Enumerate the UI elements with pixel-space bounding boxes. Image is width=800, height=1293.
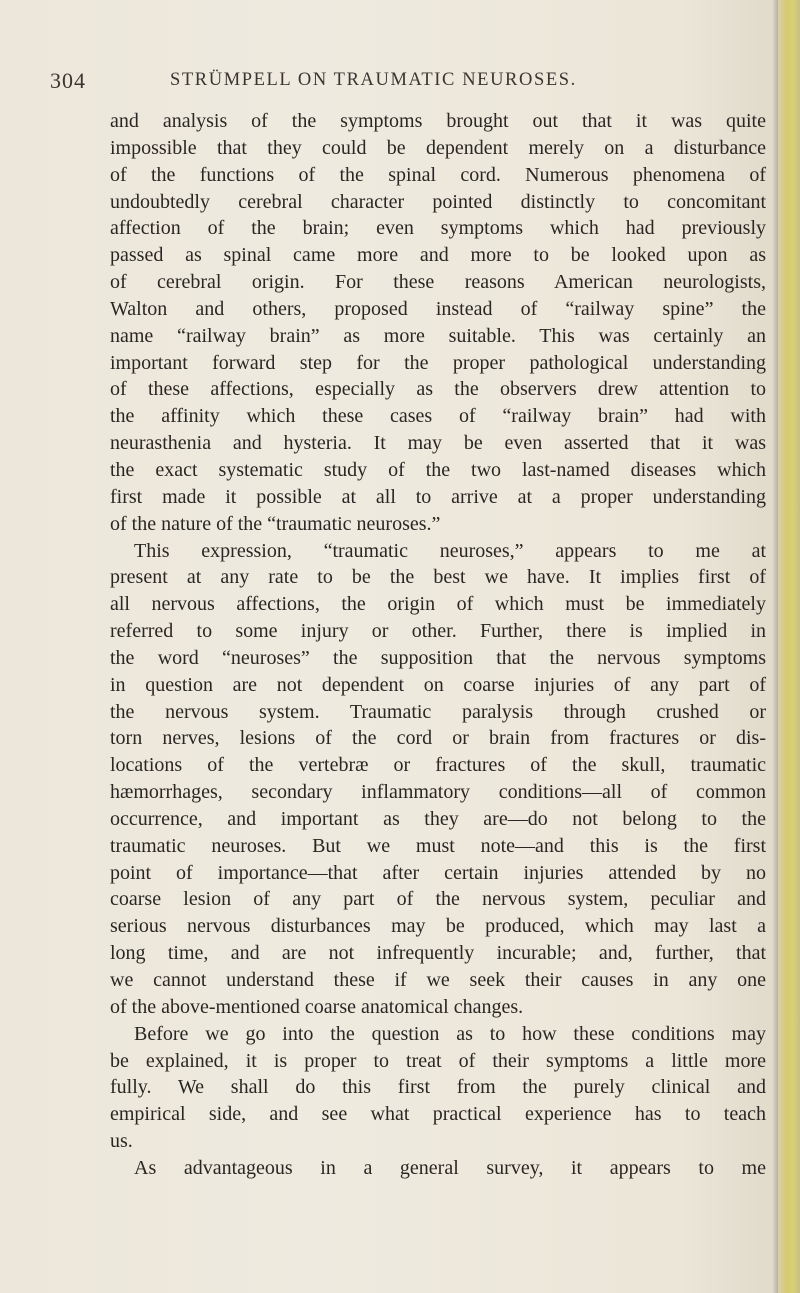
- text-line: name “railway brain” as more suitable. This was certainly an: [110, 324, 766, 347]
- text-line: of cerebral origin. For these reasons American neurologists,: [110, 271, 766, 294]
- text-line: fully. We shall do this first from the purely clinical and: [110, 1076, 766, 1099]
- text-line: be explained, it is proper to treat of their symptoms a little more: [110, 1049, 766, 1072]
- page-number: 304: [50, 68, 86, 93]
- text-line: long time, and are not infrequently incurable; and, further, that: [110, 942, 766, 965]
- text-line: Walton and others, proposed instead of “railway spine” the: [110, 297, 766, 320]
- text-line: the word “neuroses” the supposition that the nervous symptoms: [110, 646, 766, 669]
- text-line: passed as spinal came more and more to be looked upon as: [110, 244, 766, 267]
- page-edge: [778, 0, 800, 1293]
- text-line: hæmorrhages, secondary inflammatory conditions—all of common: [110, 781, 766, 804]
- text-line: of the above-mentioned coarse anatomical changes.: [110, 995, 524, 1018]
- text-line: in question are not dependent on coarse injuries of any part of: [110, 673, 766, 696]
- text-line: us.: [110, 1130, 133, 1153]
- text-line: empirical side, and see what practical experience has to teach: [110, 1103, 766, 1126]
- text-line: we cannot understand these if we seek their causes in any one: [110, 969, 766, 991]
- text-line: the exact systematic study of the two last-named diseases which: [110, 458, 766, 481]
- text-line: serious nervous disturbances may be produced, which may last a: [110, 915, 766, 938]
- running-head: STRÜMPELL ON TRAUMATIC NEUROSES.: [170, 70, 577, 90]
- text-line: present at any rate to be the best we have. It implies first of: [110, 566, 766, 589]
- text-line: torn nerves, lesions of the cord or brain from fractures or dis-: [110, 727, 766, 750]
- text-line: of these affections, especially as the observers drew attention to: [110, 378, 766, 401]
- page-header: [50, 68, 750, 98]
- text-line: impossible that they could be dependent merely on a disturbance: [110, 136, 766, 159]
- text-line: This expression, “traumatic neuroses,” appears to me at: [134, 539, 766, 562]
- text-line: all nervous affections, the origin of which must be immediately: [110, 593, 766, 616]
- text-line: of the functions of the spinal cord. Numerous phenomena of: [110, 163, 766, 186]
- text-line: neurasthenia and hysteria. It may be even asserted that it was: [110, 432, 766, 455]
- text-line: point of importance—that after certain injuries attended by no: [110, 861, 766, 884]
- text-line: Before we go into the question as to how these conditions may: [134, 1022, 766, 1045]
- text-line: and analysis of the symptoms brought out that it was quite: [110, 110, 766, 132]
- text-line: important forward step for the proper pathological understanding: [110, 351, 766, 374]
- text-line: coarse lesion of any part of the nervous system, peculiar and: [110, 888, 766, 911]
- text-line: undoubtedly cerebral character pointed distinctly to concomitant: [110, 190, 766, 213]
- text-line: the affinity which these cases of “railway brain” had with: [110, 405, 766, 428]
- text-line: the nervous system. Traumatic paralysis through crushed or: [110, 700, 766, 723]
- text-line: affection of the brain; even symptoms which had previously: [110, 217, 766, 240]
- body-text: [110, 108, 766, 1182]
- text-line: traumatic neuroses. But we must note—and this is the first: [110, 834, 766, 857]
- text-line: occurrence, and important as they are—do not belong to the: [110, 807, 766, 830]
- text-line: referred to some injury or other. Further, there is implied in: [110, 620, 766, 643]
- text-line: of the nature of the “traumatic neuroses.”: [110, 512, 441, 535]
- text-line: As advantageous in a general survey, it appears to me: [134, 1156, 766, 1179]
- text-line: locations of the vertebræ or fractures of the skull, traumatic: [110, 754, 766, 777]
- text-line: first made it possible at all to arrive at a proper understanding: [110, 485, 766, 508]
